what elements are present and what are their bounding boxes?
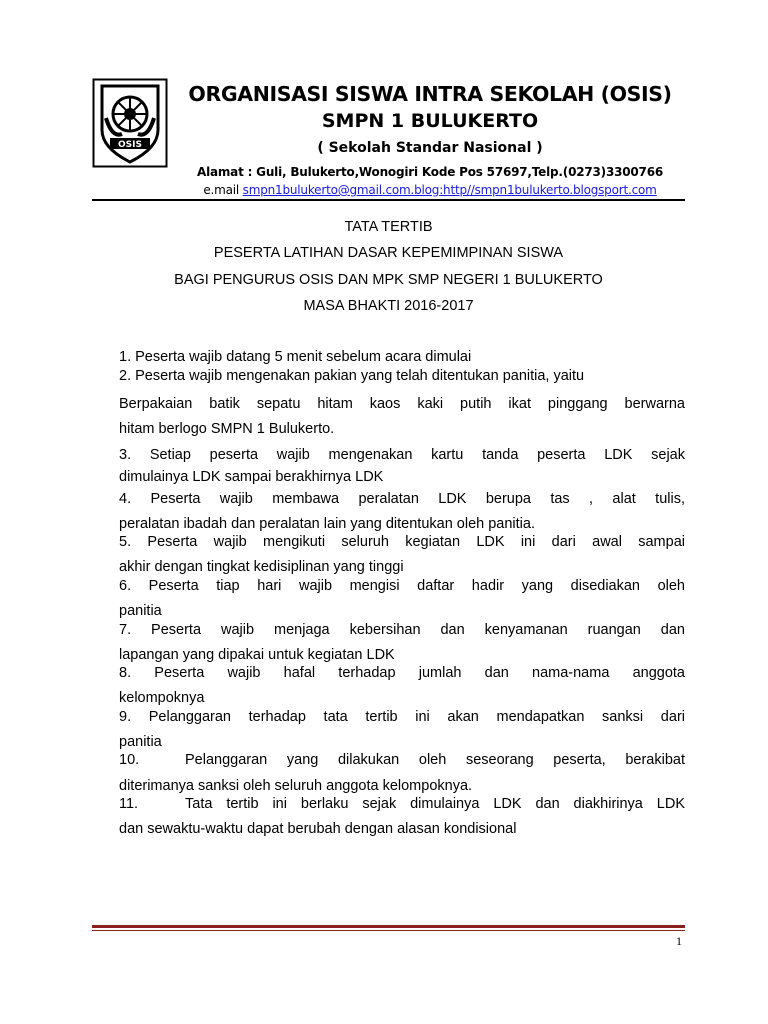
rule-10-cont: diterimanya sanksi oleh seluruh anggota kelompoknya. (119, 778, 473, 794)
rule-11-number: 11. (119, 796, 139, 812)
rule-11 (119, 796, 685, 812)
rule-7-cont: lapangan yang dipakai untuk kegiatan LDK (119, 647, 395, 663)
footer-rule-thin (92, 930, 685, 931)
rule-2-cont-2: hitam berlogo SMPN 1 Bulukerto. (119, 421, 335, 437)
letterhead-divider (92, 199, 685, 201)
logo-text: OSIS (118, 140, 142, 150)
rule-11-text: Tata tertib ini berlaku sejak dimulainya LDK dan diakhirinya LDK (185, 796, 685, 812)
email-prefix: e.mail (203, 183, 243, 197)
rule-1: 1. Peserta wajib datang 5 menit sebelum acara dimulai (119, 349, 472, 365)
rule-3: 3. Setiap peserta wajib mengenakan kartu tanda peserta LDK sejak (119, 447, 685, 463)
rule-2-cont-1: Berpakaian batik sepatu hitam kaos kaki putih ikat pinggang berwarna (119, 396, 685, 412)
rule-10-text: Pelanggaran yang dilakukan oleh seseorang peserta, berakibat (185, 752, 685, 768)
rule-11-cont: dan sewaktu-waktu dapat berubah dengan alasan kondisional (119, 821, 517, 837)
rule-10 (119, 752, 685, 768)
org-name: ORGANISASI SISWA INTRA SEKOLAH (OSIS) (188, 82, 672, 106)
rule-6: 6. Peserta tiap hari wajib mengisi daftar hadir yang disediakan oleh (119, 578, 685, 594)
school-address: Alamat : Guli, Bulukerto,Wonogiri Kode Pos 57697,Telp.(0273)3300766 (196, 165, 663, 179)
rule-8-cont: kelompoknya (119, 690, 205, 706)
doc-subtitle-1: PESERTA LATIHAN DASAR KEPEMIMPINAN SISWA (213, 245, 564, 261)
rule-3-cont: dimulainya LDK sampai berakhirnya LDK (119, 469, 384, 485)
school-status: ( Sekolah Standar Nasional ) (317, 140, 543, 156)
school-name: SMPN 1 BULUKERTO (321, 110, 539, 132)
rule-5-cont: akhir dengan tingkat kedisiplinan yang tinggi (119, 559, 404, 575)
rule-7: 7. Peserta wajib menjaga kebersihan dan kenyamanan ruangan dan (119, 622, 685, 638)
doc-subtitle-2: BAGI PENGURUS OSIS DAN MPK SMP NEGERI 1 BULUKERTO (174, 272, 603, 288)
email-link[interactable]: smpn1bulukerto@gmail.com.blog:http//smpn1bulukerto.blogsport.com (242, 183, 657, 197)
page-number: 1 (676, 934, 682, 948)
rule-5: 5. Peserta wajib mengikuti seluruh kegiatan LDK ini dari awal sampai (119, 534, 685, 550)
rule-9-cont: panitia (119, 734, 162, 750)
doc-title: TATA TERTIB (344, 219, 433, 235)
rule-9: 9. Pelanggaran terhadap tata tertib ini akan mendapatkan sanksi dari (119, 709, 685, 725)
rule-4-cont: peralatan ibadah dan peralatan lain yang ditentukan oleh panitia. (119, 516, 535, 532)
rule-4: 4. Peserta wajib membawa peralatan LDK berupa tas , alat tulis, (119, 491, 685, 507)
rule-2: 2. Peserta wajib mengenakan pakian yang telah ditentukan panitia, yaitu (119, 368, 585, 384)
osis-logo (92, 78, 168, 168)
footer-rule-thick (92, 925, 685, 928)
rule-6-cont: panitia (119, 603, 162, 619)
doc-subtitle-3: MASA BHAKTI 2016-2017 (303, 298, 474, 314)
rule-10-number: 10. (119, 752, 140, 768)
school-contact (170, 183, 690, 197)
rule-8: 8. Peserta wajib hafal terhadap jumlah dan nama-nama anggota (119, 665, 685, 681)
